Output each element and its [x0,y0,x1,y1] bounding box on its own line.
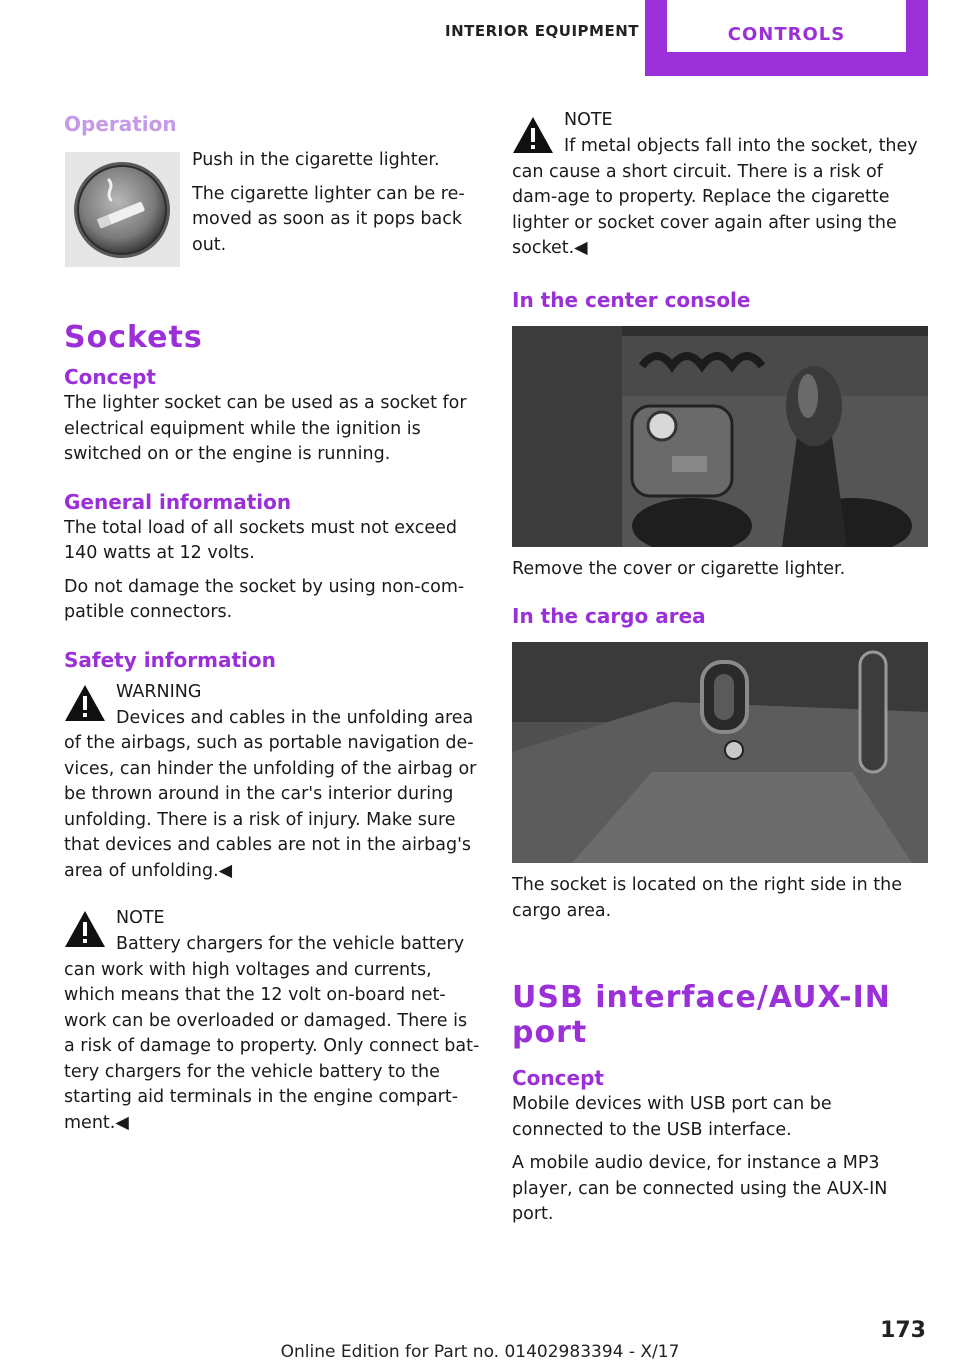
warning-triangle-icon [64,684,106,722]
cigarette-lighter-icon [65,152,180,267]
usb-aux-heading: USB interface/AUX-IN port [512,980,891,1050]
concept-heading: Concept [64,365,156,389]
cargo-area-heading: In the cargo area [512,604,706,628]
note-text: can work with high voltages and currents, which means that the 12 volt on-board net‐work can be overloaded or damaged. There is a risk of damage to property. Only connect bat‐tery chargers for the vehicle battery to the starting aid terminals in the engine compart‐ment.◀ [64,959,480,1133]
battery-note [64,906,480,1136]
usb-concept-heading: Concept [512,1066,604,1090]
warning-text-first-line: Devices and cables in the unfolding area [116,707,474,728]
warning-triangle-icon [512,116,554,154]
edition-note: Online Edition for Part no. 01402983394 - X/17 [280,1342,680,1362]
note-label: NOTE [564,110,613,130]
operation-heading: Operation [64,112,177,136]
cargo-area-caption: The socket is located on the right side in the cargo area. [512,875,902,921]
note-text: can cause a short circuit. There is a risk of dam‐age to property. Replace the cigarette lighter or socket cover again after using the socket.◀ [512,161,897,258]
operation-text [192,148,482,266]
center-console-caption: Remove the cover or cigarette lighter. [512,558,846,579]
chapter-tab-label: CONTROLS [667,0,906,52]
warning-label: WARNING [116,681,202,702]
operation-block [64,108,480,278]
note-label: NOTE [116,908,165,928]
page-header [0,0,960,80]
section-title: INTERIOR EQUIPMENT [445,22,639,40]
page-number: 173 [880,1318,926,1343]
general-info-paragraph-1: The total load of all sockets must not exceed 140 watts at 12 volts. [64,517,458,563]
warning-text: of the airbags, such as portable navigation de‐vices, can hinder the unfolding of the airbag or be thrown around in the car's interior during unfolding. There is a risk of injury. Make sure that devices and cables are not in the airbag's area of unfolding.◀ [64,733,477,881]
operation-step-1: Push in the cigarette lighter. [192,150,440,170]
usb-paragraph-2: A mobile audio device, for instance a MP3 player, can be connected using the AUX-IN port. [512,1153,888,1224]
page-footer [0,1318,960,1362]
warning-triangle-icon [64,910,106,948]
warning-notice [64,680,480,885]
center-console-heading: In the center console [512,287,751,312]
right-column [512,108,928,1236]
chapter-tab [645,0,928,76]
general-info-paragraph-2: Do not damage the socket by using non-com‐patible connectors. [64,576,465,622]
note-text-first-line: Battery chargers for the vehicle battery [116,934,465,954]
metal-objects-note [512,108,928,262]
operation-step-2: The cigarette lighter can be re‐moved as soon as it pops back out. [192,183,465,255]
sockets-heading: Sockets [64,320,203,355]
concept-paragraph: The lighter socket can be used as a socket for electrical equipment while the ignition is switched on or the engine is running. [64,393,467,464]
safety-info-heading: Safety information [64,647,276,672]
cigarette-lighter-image [65,152,180,267]
general-info-heading: General information [64,489,292,514]
usb-paragraph-1: Mobile devices with USB port can be connected to the USB interface. [512,1094,832,1140]
note-text-first-line: If metal objects fall into the socket, they [564,136,918,156]
cargo-area-photo [512,642,928,863]
left-column [64,108,480,1144]
center-console-photo [512,326,928,547]
